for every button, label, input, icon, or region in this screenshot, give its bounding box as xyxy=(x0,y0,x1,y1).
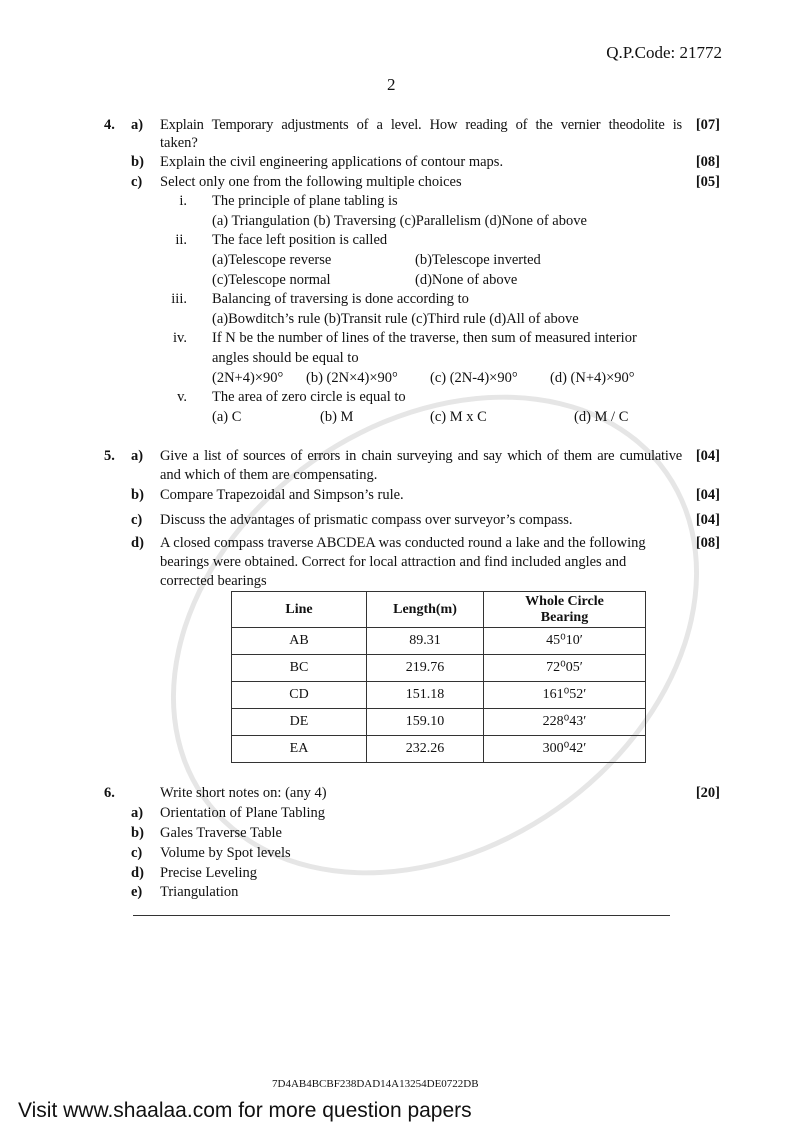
cell: 151.18 xyxy=(367,682,484,709)
cell: 219.76 xyxy=(367,655,484,682)
table-row xyxy=(232,682,646,709)
table-row xyxy=(232,736,646,763)
marks: [08] xyxy=(695,535,720,551)
question-number: 6. xyxy=(104,785,115,801)
mcq-option: (d) (N+4)×90° xyxy=(550,370,635,386)
column-header: Length(m) xyxy=(367,592,484,628)
mcq-question: The face left position is called xyxy=(212,232,388,248)
table-header-row xyxy=(232,592,646,628)
column-header: Whole Circle Bearing xyxy=(484,592,646,628)
cell: AB xyxy=(232,628,367,655)
mcq-question: Balancing of traversing is done according to xyxy=(212,291,469,307)
note-topic: Gales Traverse Table xyxy=(160,825,282,841)
mcq-option: (a)Telescope reverse xyxy=(212,252,332,268)
question-text: corrected bearings xyxy=(160,573,267,589)
question-text: bearings were obtained. Correct for local attraction and find included angles and xyxy=(160,554,627,570)
cell: BC xyxy=(232,655,367,682)
qp-code: Q.P.Code: 21772 xyxy=(606,43,722,62)
sub-label: c) xyxy=(131,845,143,861)
marks: [08] xyxy=(695,154,720,170)
cell: 45⁰10′ xyxy=(484,628,646,655)
footer-link[interactable]: Visit www.shaalaa.com for more question papers xyxy=(18,1099,472,1122)
mcq-number: iv. xyxy=(173,330,187,346)
marks: [04] xyxy=(695,512,720,528)
end-divider xyxy=(133,915,670,916)
mcq-option: (b) M xyxy=(320,409,354,425)
sub-label: b) xyxy=(131,487,144,503)
sub-label: a) xyxy=(131,805,144,821)
cell: 232.26 xyxy=(367,736,484,763)
question-number: 4. xyxy=(104,117,115,133)
question-text: taken? xyxy=(160,135,198,151)
marks: [05] xyxy=(695,174,720,190)
sub-label: d) xyxy=(131,535,144,551)
marks: [20] xyxy=(695,785,720,801)
sub-label: d) xyxy=(131,865,144,881)
mcq-question: The principle of plane tabling is xyxy=(212,193,398,209)
cell: 89.31 xyxy=(367,628,484,655)
mcq-option: (b) (2N×4)×90° xyxy=(306,370,398,386)
mcq-number: i. xyxy=(179,193,187,209)
question-text: and which of them are compensating. xyxy=(160,467,378,483)
cell: EA xyxy=(232,736,367,763)
sub-label: c) xyxy=(131,174,143,190)
mcq-question: If N be the number of lines of the traverse, then sum of measured interior xyxy=(212,330,637,346)
cell: DE xyxy=(232,709,367,736)
mcq-option: (d)None of above xyxy=(415,272,518,288)
sub-label: a) xyxy=(131,117,144,133)
marks: [07] xyxy=(695,117,720,133)
cell: 300⁰42′ xyxy=(484,736,646,763)
mcq-options: (a) Triangulation (b) Traversing (c)Parallelism (d)None of above xyxy=(212,213,587,229)
sub-label: c) xyxy=(131,512,143,528)
paper-code: 7D4AB4BCBF238DAD14A13254DE0722DB xyxy=(272,1078,479,1090)
question-text: Explain the civil engineering applications of contour maps. xyxy=(160,154,504,170)
mcq-number: ii. xyxy=(175,232,187,248)
cell: 161⁰52′ xyxy=(484,682,646,709)
marks: [04] xyxy=(695,487,720,503)
mcq-option: (d) M / C xyxy=(574,409,629,425)
note-topic: Precise Leveling xyxy=(160,865,258,881)
sub-label: e) xyxy=(131,884,143,900)
table-row xyxy=(232,628,646,655)
mcq-number: iii. xyxy=(171,291,187,307)
mcq-option: (c) (2N-4)×90° xyxy=(430,370,518,386)
column-header: Line xyxy=(232,592,367,628)
question-text: A closed compass traverse ABCDEA was conducted round a lake and the following xyxy=(160,535,646,551)
page-number: 2 xyxy=(387,75,396,94)
question-number: 5. xyxy=(104,448,115,464)
sub-label: a) xyxy=(131,448,144,464)
question-text: Explain Temporary adjustments of a level. How reading of the vernier theodolite is xyxy=(160,117,682,133)
traverse-table xyxy=(231,591,646,763)
mcq-option: (c) M x C xyxy=(430,409,487,425)
mcq-option: (b)Telescope inverted xyxy=(415,252,541,268)
sub-label: b) xyxy=(131,825,144,841)
mcq-number: v. xyxy=(177,389,187,405)
question-text: Discuss the advantages of prismatic compass over surveyor’s compass. xyxy=(160,512,573,528)
cell: CD xyxy=(232,682,367,709)
note-topic: Volume by Spot levels xyxy=(160,845,291,861)
cell: 228⁰43′ xyxy=(484,709,646,736)
question-text: Write short notes on: (any 4) xyxy=(160,785,327,801)
sub-label: b) xyxy=(131,154,144,170)
question-text: Give a list of sources of errors in chain surveying and say which of them are cumulative xyxy=(160,448,682,464)
mcq-question: angles should be equal to xyxy=(212,350,359,366)
note-topic: Triangulation xyxy=(160,884,239,900)
mcq-options: (a)Bowditch’s rule (b)Transit rule (c)Third rule (d)All of above xyxy=(212,311,579,327)
marks: [04] xyxy=(695,448,720,464)
cell: 72⁰05′ xyxy=(484,655,646,682)
note-topic: Orientation of Plane Tabling xyxy=(160,805,326,821)
mcq-option: (c)Telescope normal xyxy=(212,272,331,288)
cell: 159.10 xyxy=(367,709,484,736)
mcq-option: (2N+4)×90° xyxy=(212,370,284,386)
mcq-question: The area of zero circle is equal to xyxy=(212,389,406,405)
mcq-option: (a) C xyxy=(212,409,242,425)
question-text: Select only one from the following multiple choices xyxy=(160,174,462,190)
question-text: Compare Trapezoidal and Simpson’s rule. xyxy=(160,487,404,503)
table-row xyxy=(232,655,646,682)
table-row xyxy=(232,709,646,736)
